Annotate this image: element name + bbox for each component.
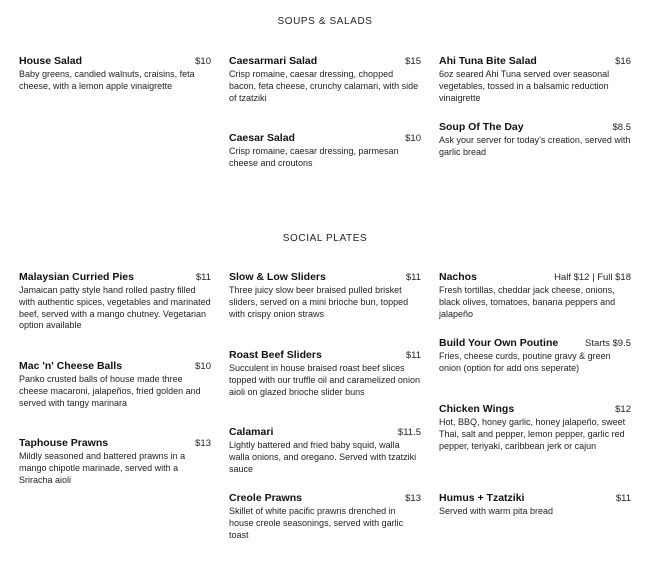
menu-item-house-salad [19,55,211,93]
item-description: Crisp romaine, caesar dressing, chopped bacon, feta cheese, crunchy calamari, with side of tzatziki [229,69,419,103]
menu-item-malaysian-curried-pies [19,271,211,332]
item-name: House Salad [19,55,83,67]
item-name: Creole Prawns [229,492,302,504]
menu-item-humus-tzatziki [439,492,631,518]
item-description: Panko crusted balls of house made three cheese macaroni, jalapeños, fried golden and served with tangy marinara [19,374,201,408]
item-price: $11.5 [397,427,421,438]
item-name: Build Your Own Poutine [439,337,559,349]
item-description: Fresh tortillas, cheddar jack cheese, onions, black olives, tomatoes, banana peppers and jalapeño [439,285,616,319]
item-price: $12 [615,404,631,415]
item-description: Ask your server for today’s creation, served with garlic bread [439,135,631,157]
item-description: Jamaican patty style hand rolled pastry filled with authentic spices, vegetables and marinated beef, served with a mango chutney. Vegetarian option available [19,285,211,331]
item-price: $13 [195,438,211,449]
item-description: Lightly battered and fried baby squid, walla walla onions, and oregano. Served with tzatziki sauce [229,440,417,474]
menu-item-ahi-tuna-bite-salad [439,55,631,104]
item-name: Calamari [229,426,274,438]
item-price: $11 [615,493,631,504]
item-price: $10 [405,133,421,144]
menu-item-mac-n-cheese-balls [19,360,211,409]
item-price: $10 [195,56,211,67]
item-price: $16 [615,56,631,67]
section-title-social-plates: SOCIAL PLATES [282,233,368,244]
item-price: $11 [405,350,421,361]
menu-item-calamari [229,426,421,475]
item-price: $8.5 [612,122,631,133]
item-price: $11 [195,272,211,283]
item-name: Taphouse Prawns [19,437,109,449]
item-price: $13 [405,493,421,504]
item-description: Hot, BBQ, honey garlic, honey jalapeño, sweet Thai, salt and pepper, lemon pepper, garlic red pepper, teriyaki, caribbean jerk or cajun [439,417,626,451]
item-price: $15 [405,56,421,67]
item-name: Soup Of The Day [439,121,524,133]
section-title-soups-salads: SOUPS & SALADS [277,16,373,27]
item-name: Slow & Low Sliders [229,271,326,283]
item-description: Mildly seasoned and battered prawns in a mango chipotle marinade, served with a Sriracha aioli [19,451,186,485]
item-description: Succulent in house braised roast beef slices topped with our truffle oil and caramelized onion aioli on glazed brioche slider buns [229,363,420,397]
item-description: Three juicy slow beer braised pulled brisket sliders, served on a mini brioche bun, topped with crispy onion straws [229,285,409,319]
item-price: $10 [195,361,211,372]
item-name: Mac 'n' Cheese Balls [19,360,123,372]
item-description: Crisp romaine, caesar dressing, parmesan cheese and croutons [229,146,399,168]
menu-item-chicken-wings [439,403,631,452]
menu-item-creole-prawns [229,492,421,541]
item-name: Humus + Tzatziki [439,492,525,504]
menu-item-soup-of-the-day [439,121,631,159]
item-name: Ahi Tuna Bite Salad [439,55,537,67]
menu-item-build-your-own-poutine [439,337,631,375]
menu-item-roast-beef-sliders [229,349,421,398]
item-name: Malaysian Curried Pies [19,271,134,283]
item-price: $11 [405,272,421,283]
menu-item-taphouse-prawns [19,437,211,486]
item-price: Starts $9.5 [585,338,631,349]
menu-item-caesar-salad [229,132,421,170]
item-description: Skillet of white pacific prawns drenched in house creole seasonings, served with garlic toast [229,506,404,540]
item-name: Chicken Wings [439,403,515,415]
menu-item-caesarmari-salad [229,55,421,104]
item-description: Served with warm pita bread [439,506,554,516]
item-description: 6oz seared Ahi Tuna served over seasonal vegetables, tossed in a balsamic reduction vinaigrette [439,69,610,103]
item-name: Nachos [439,271,477,283]
item-name: Roast Beef Sliders [229,349,322,361]
item-description: Fries, cheese curds, poutine gravy & green onion (option for add ons seperate) [439,351,611,373]
menu-item-slow-low-sliders [229,271,421,320]
item-name: Caesarmari Salad [229,55,318,67]
item-description: Baby greens, candied walnuts, craisins, feta cheese, with a lemon apple vinaigrette [19,69,195,91]
item-price: Half $12 | Full $18 [554,272,631,283]
item-name: Caesar Salad [229,132,295,144]
menu-item-nachos [439,271,631,320]
